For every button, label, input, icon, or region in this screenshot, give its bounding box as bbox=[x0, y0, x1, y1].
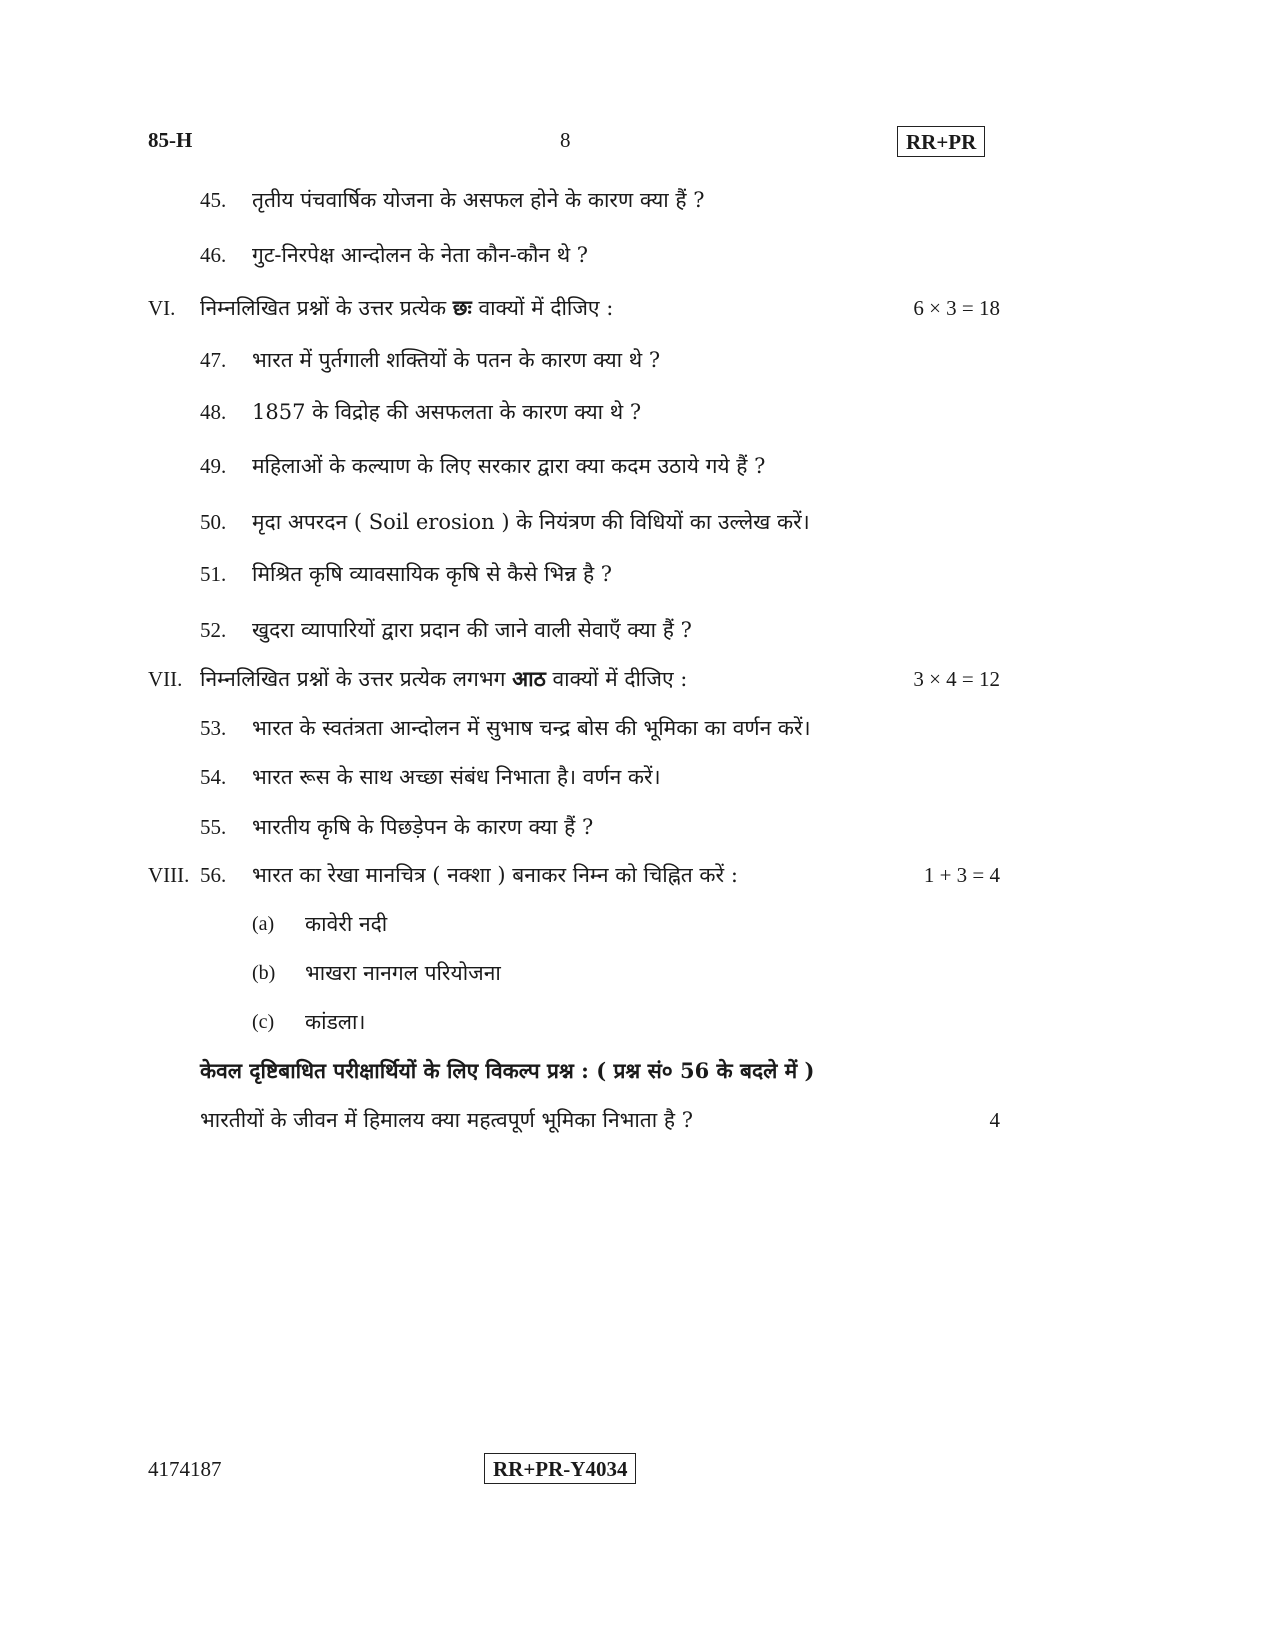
question-number: 47. bbox=[200, 348, 227, 372]
alternative-marks: 4 bbox=[989, 1108, 1000, 1132]
subpart-letter: (b) bbox=[252, 962, 276, 984]
question-number: 52. bbox=[200, 618, 227, 642]
section-marks: 6 × 3 = 18 bbox=[913, 296, 1000, 320]
question-number: 54. bbox=[200, 765, 227, 789]
question-text: गुट-निरपेक्ष आन्दोलन के नेता कौन-कौन थे ? bbox=[252, 243, 589, 267]
alternative-heading: केवल दृष्टिबाधित परीक्षार्थियों के लिए विकल्प प्रश्न : ( प्रश्न सं० 56 के बदले में ) bbox=[200, 1058, 815, 1083]
question-number: 46. bbox=[200, 243, 227, 267]
alternative-question: भारतीयों के जीवन में हिमालय क्या महत्वपूर्ण भूमिका निभाता है ? bbox=[200, 1108, 693, 1132]
question-text: तृतीय पंचवार्षिक योजना के असफल होने के कारण क्या हैं ? bbox=[252, 188, 705, 212]
question-text: खुदरा व्यापारियों द्वारा प्रदान की जाने वाली सेवाएँ क्या हैं ? bbox=[252, 618, 692, 642]
subpart-text: कांडला। bbox=[305, 1010, 366, 1034]
subpart-text: कावेरी नदी bbox=[305, 912, 388, 936]
question-number: 55. bbox=[200, 815, 227, 839]
section-instruction: निम्नलिखित प्रश्नों के उत्तर प्रत्येक छः वाक्यों में दीजिए : bbox=[200, 295, 614, 320]
paper-code: 85-H bbox=[148, 128, 193, 152]
question-text: भारत का रेखा मानचित्र ( नक्शा ) बनाकर निम्न को चिह्नित करें : bbox=[252, 863, 738, 887]
section-instruction: निम्नलिखित प्रश्नों के उत्तर प्रत्येक लगभग आठ वाक्यों में दीजिए : bbox=[200, 666, 688, 691]
question-number: 49. bbox=[200, 454, 227, 478]
section-marks: 3 × 4 = 12 bbox=[913, 667, 1000, 691]
question-text: भारतीय कृषि के पिछड़ेपन के कारण क्या हैं ? bbox=[252, 815, 594, 839]
question-number: 51. bbox=[200, 562, 227, 586]
question-text: भारत के स्वतंत्रता आन्दोलन में सुभाष चन्द्र बोस की भूमिका का वर्णन करें। bbox=[252, 716, 811, 740]
footer-number: 4174187 bbox=[148, 1457, 222, 1481]
question-number: 56. bbox=[200, 863, 227, 887]
question-number: 48. bbox=[200, 400, 227, 424]
subpart-text: भाखरा नानगल परियोजना bbox=[305, 961, 501, 985]
footer-code-box: RR+PR-Y4034 bbox=[484, 1453, 636, 1484]
question-text: 1857 के विद्रोह की असफलता के कारण क्या थे ? bbox=[252, 400, 642, 424]
section-roman: VII. bbox=[148, 667, 183, 691]
question-text: मृदा अपरदन ( Soil erosion ) के नियंत्रण की विधियों का उल्लेख करें। bbox=[252, 510, 810, 534]
question-number: 45. bbox=[200, 188, 227, 212]
question-text: भारत रूस के साथ अच्छा संबंध निभाता है। वर्णन करें। bbox=[252, 765, 661, 789]
section-roman: VI. bbox=[148, 296, 176, 320]
question-text: महिलाओं के कल्याण के लिए सरकार द्वारा क्या कदम उठाये गये हैं ? bbox=[252, 454, 766, 478]
question-number: 53. bbox=[200, 716, 227, 740]
series-box: RR+PR bbox=[897, 126, 985, 157]
subpart-letter: (c) bbox=[252, 1011, 275, 1033]
question-text: मिश्रित कृषि व्यावसायिक कृषि से कैसे भिन्न है ? bbox=[252, 562, 613, 586]
subpart-letter: (a) bbox=[252, 913, 275, 935]
question-text: भारत में पुर्तगाली शक्तियों के पतन के कारण क्या थे ? bbox=[252, 348, 661, 372]
section-marks: 1 + 3 = 4 bbox=[923, 863, 1000, 887]
section-roman: VIII. bbox=[148, 863, 190, 887]
question-number: 50. bbox=[200, 510, 227, 534]
page-number: 8 bbox=[560, 128, 571, 152]
